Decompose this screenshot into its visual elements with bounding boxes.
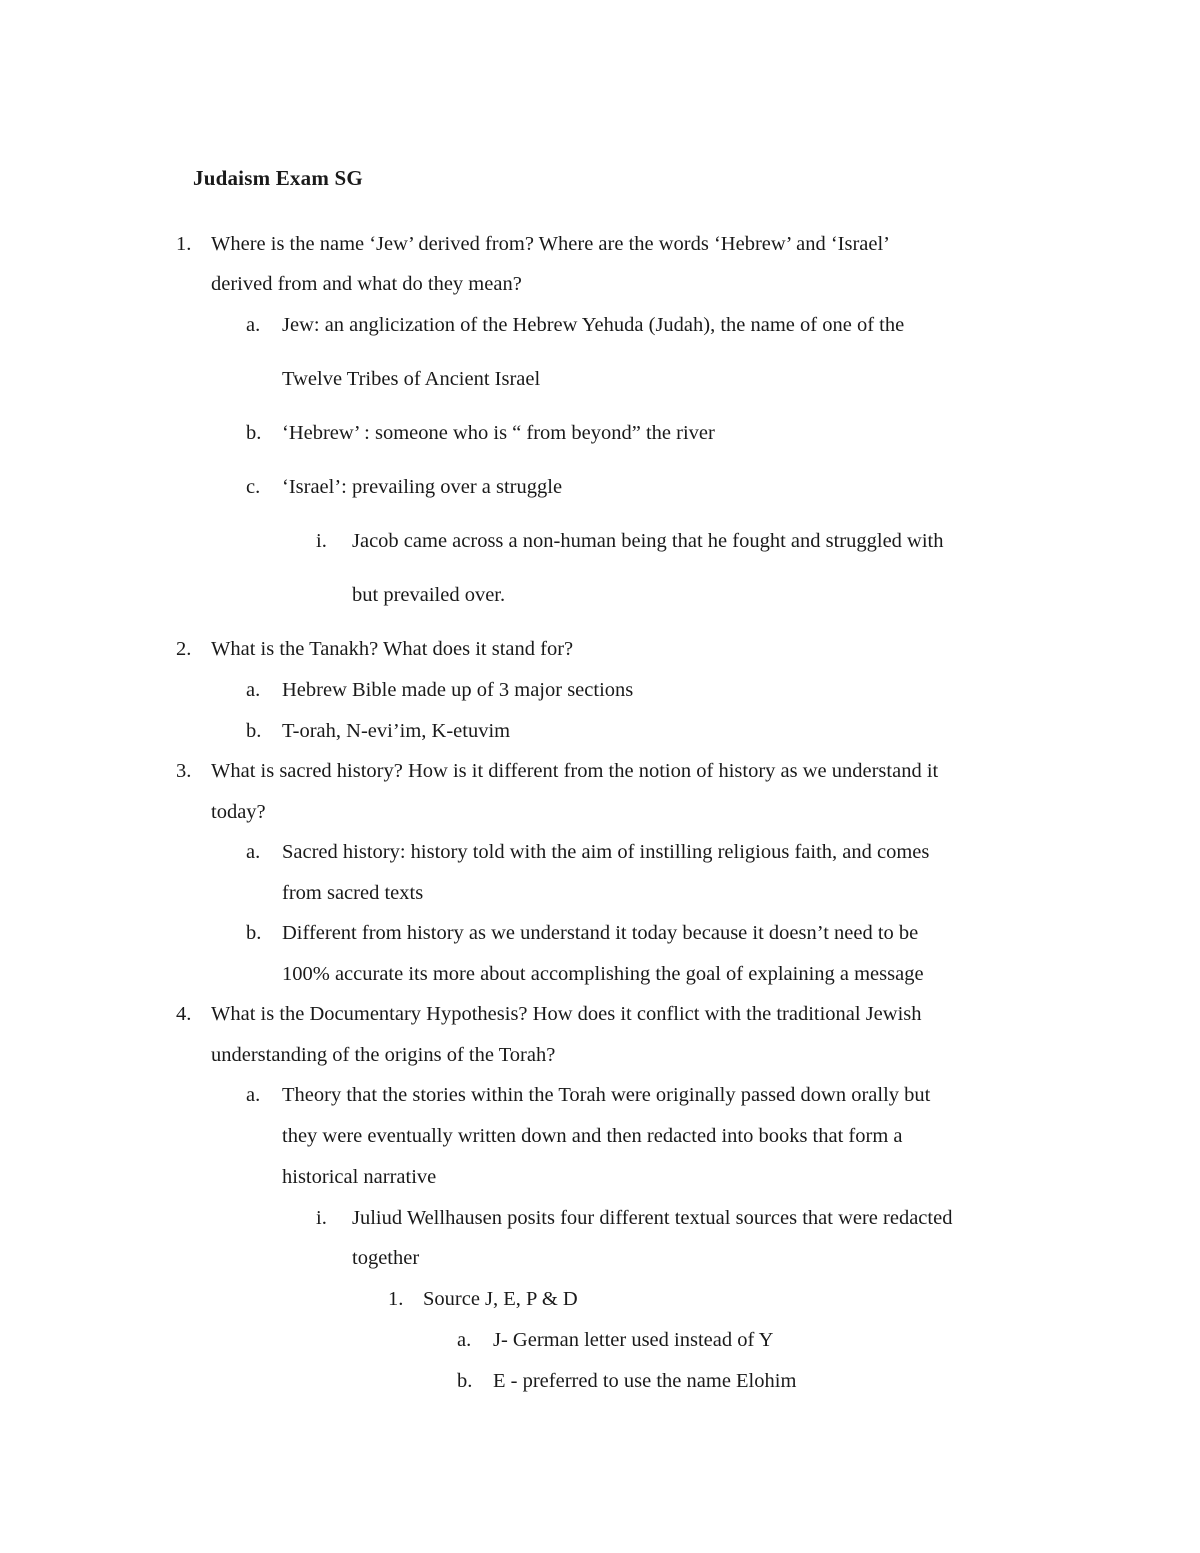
q1-number: 1. <box>176 233 192 255</box>
q1-b-mark: b. <box>246 422 262 444</box>
q4-a-i-1-a-mark: a. <box>457 1329 472 1351</box>
q1-c-i-line2: but prevailed over. <box>352 584 506 606</box>
q1-b-line1: ‘Hebrew’ : someone who is “ from beyond” the river <box>282 422 715 444</box>
q1-c-mark: c. <box>246 476 261 498</box>
q1-c-i-mark: i. <box>316 530 327 552</box>
q4-a-i-1-a-line1: J- German letter used instead of Y <box>493 1329 774 1351</box>
q4-text-line2: understanding of the origins of the Torah? <box>211 1044 556 1066</box>
q1-text-line2: derived from and what do they mean? <box>211 273 522 295</box>
q4-a-line3: historical narrative <box>282 1166 437 1188</box>
q2-text-line1: What is the Tanakh? What does it stand for? <box>211 638 574 660</box>
q2-a-mark: a. <box>246 679 261 701</box>
q2-b-mark: b. <box>246 720 262 742</box>
q3-a-line2: from sacred texts <box>282 882 424 904</box>
q3-b-line1: Different from history as we understand it today because it doesn’t need to be <box>282 922 919 944</box>
q4-a-line1: Theory that the stories within the Torah were originally passed down orally but <box>282 1084 931 1106</box>
q3-a-mark: a. <box>246 841 261 863</box>
q2-number: 2. <box>176 638 192 660</box>
q4-a-line2: they were eventually written down and then redacted into books that form a <box>282 1125 903 1147</box>
q1-c-i-line1: Jacob came across a non-human being that he fought and struggled with <box>352 530 944 552</box>
q3-text-line2: today? <box>211 801 266 823</box>
q3-text-line1: What is sacred history? How is it different from the notion of history as we understand it <box>211 760 939 782</box>
q1-a-line2: Twelve Tribes of Ancient Israel <box>282 368 541 390</box>
q4-a-i-1-b-mark: b. <box>457 1370 473 1392</box>
q1-c-line1: ‘Israel’: prevailing over a struggle <box>282 476 563 498</box>
q4-a-i-1-mark: 1. <box>388 1288 404 1310</box>
q1-text-line1: Where is the name ‘Jew’ derived from? Where are the words ‘Hebrew’ and ‘Israel’ <box>211 233 891 255</box>
q2-a-line1: Hebrew Bible made up of 3 major sections <box>282 679 634 701</box>
document-title: Judaism Exam SG <box>193 166 363 190</box>
q4-number: 4. <box>176 1003 192 1025</box>
q3-b-mark: b. <box>246 922 262 944</box>
q3-b-line2: 100% accurate its more about accomplishing the goal of explaining a message <box>282 963 924 985</box>
q4-text-line1: What is the Documentary Hypothesis? How does it conflict with the traditional Jewish <box>211 1003 922 1025</box>
q4-a-i-line2: together <box>352 1247 420 1269</box>
q1-a-mark: a. <box>246 314 261 336</box>
q4-a-i-1-line1: Source J, E, P & D <box>423 1288 578 1310</box>
q2-b-line1: T-orah, N-evi’im, K-etuvim <box>282 720 511 742</box>
q4-a-i-line1: Juliud Wellhausen posits four different textual sources that were redacted <box>352 1207 953 1229</box>
q4-a-mark: a. <box>246 1084 261 1106</box>
q1-a-line1: Jew: an anglicization of the Hebrew Yehuda (Judah), the name of one of the <box>282 314 905 336</box>
q3-number: 3. <box>176 760 192 782</box>
q4-a-i-1-b-line1: E - preferred to use the name Elohim <box>493 1370 797 1392</box>
q3-a-line1: Sacred history: history told with the aim of instilling religious faith, and comes <box>282 841 930 863</box>
q4-a-i-mark: i. <box>316 1207 327 1229</box>
